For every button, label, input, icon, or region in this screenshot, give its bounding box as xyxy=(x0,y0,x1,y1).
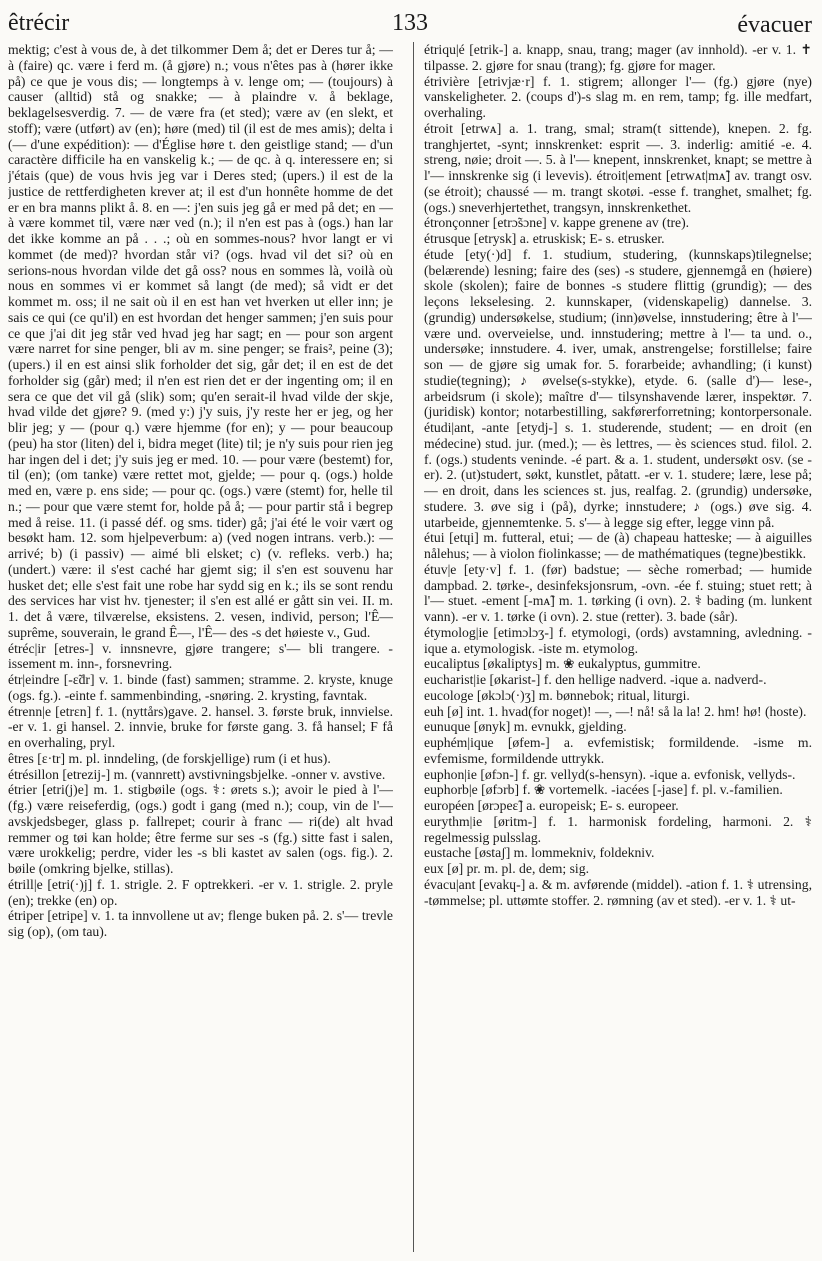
page-number: 133 xyxy=(392,10,428,36)
dictionary-entry: eustache [østaʃ] m. lommekniv, foldekniv. xyxy=(424,845,655,861)
dictionary-entry: eucaliptus [økaliptys] m. ❀ eukalyptus, gummitre. xyxy=(424,656,701,672)
dictionary-entry: étuv|e [ety·v] f. 1. (før) badstue; — sèche romerbad; — humide dampbad. 2. tørke-, desinfeksjonsrum, -ovn. -ée f. stuing; stuet rett; à l'— stuet. -ement [-mᴀ̃] m. 1. tørking (i ovn). 2. ⚕ bading (m. lunkent vann). -er v. 1. tørke (i ovn). 2. stue (retter). 3. bade (sår). xyxy=(424,561,812,624)
dictionary-entry: euphorb|e [øfɔrb] f. ❀ vortemelk. -iacées [-jase] f. pl. v.-familien. xyxy=(424,782,783,798)
dictionary-entry: étréc|ir [etres-] v. innsnevre, gjøre trangere; s'— bli trangere. -issement m. inn-, forsnevring. xyxy=(8,640,393,672)
dictionary-entry: étriqu|é [etrik-] a. knapp, snau, trang; mager (av innhold). -er v. 1. ✝ tilpasse. 2. gjøre for snau (trang); fg. gjøre for mager. xyxy=(424,42,812,73)
dictionary-entry: étude [ety(·)d] f. 1. studium, studering, (kunnskaps)tilegnelse; (belærende) lesning; faire des (ses) -s studere, gjennemgå en (høiere) skole (skolen); faire de bonnes -s studere flittig (grundig); — des leçons lekselesing. 2. kunnskaper, (videnskapelig) dannelse. 3. (grundig) undersøkelse, studium; (inn)øvelse, innstudering; être à l'— være und. overveielse, und. innstudering; mettre à l'— ta und. o., undersøke; innstudere. 4. iver, umak, anstrengelse; forstillelse; faire son — de gjøre sig umak for. 5. forarbeide; avhandling; (i kunst) studie(tegning); ♪ øvelse(s-stykke), etyde. 6. (salle d')— lese-, arbeidsrum (i skole); maître d'— tilsynshavende lærer, inspektør. 7. (juridisk) kontor; notarbestilling, sakførerforretning; kontorpersonale. étudi|ant, -ante [etydj-] s. 1. studerende, student; — en droit (en médecine) stud. jur. (med.); — ès lettres, — ès sciences stud. filol. 2. f. (ogs.) students veninde. -é part. & a. 1. student, undersøkt osv. (se -er). 2. (ut)studert, søkt, kunstlet, påtatt. -er v. 1. studere; lære, lese på; — en droit, dans les sciences st. jus, realfag. 2. (grundig) undersøke, studere. 3. øve sig i (på), dyrke; innstudere; ♪ (ogs.) øve sig. 4. utarbeide, gjennemtenke. 5. s'— à legge sig efter, legge vinn på. xyxy=(424,246,812,530)
dictionary-entry: étrenn|e [etrɛn] f. 1. (nyttårs)gave. 2. hansel. 3. første bruk, innvielse. -er v. 1. gi hansel. 2. innvie, bruke for første gang. 3. få hansel; F få en overhaling, pryl. xyxy=(8,703,393,750)
dictionary-entry: étrésillon [etrezij-] m. (vannrett) avstivningsbjelke. -onner v. avstive. xyxy=(8,766,386,782)
dictionary-entry: étrusque [etrysk] a. etruskisk; E- s. etrusker. xyxy=(424,231,665,246)
dictionary-entry: étui [etɥi] m. futteral, etui; — de (à) chapeau hatteske; — à aiguilles nålehus; — à violon fiolinkasse; — de mathématiques (tegne)bestikk. xyxy=(424,530,812,561)
header-right-guide-word: évacuer xyxy=(737,12,812,38)
right-column xyxy=(424,42,812,1257)
header-left-guide-word: êtrécir xyxy=(8,10,70,36)
dictionary-entry: mektig; c'est à vous de, à det tilkommer Dem å; det er Deres tur å; — à (faire) qc. være i ferd m. (å gjøre) n.; vous n'êtes pas à (hører ikke på) ce que je vous dis; — longtemps à v. lenge om; — (toujours) à causer (alltid) stå og snakke; — à plaindre v. å beklage, beklagelsesverdig. 7. — de være fra (et sted); være av (en slekt, et stoff); være (utført) av (en); høre (med) til (il est de mes amis); delta i (— d'une expédition): — d'Église høre t. den geistlige stand; — d'un caractère difficile ha en vanskelig k.; — de qc. à q. interessere en; si j'étais (que) de vous hvis jeg var i Deres sted; (upers.) il est de la justice de rettferdigheten krever at; il est d'un honnête homme de det er en bra manns plikt å. 8. en —: j'en suis jeg gå er med på det; en — à være kommet til, være nær ved (n.); il n'en est pas à (ogs.) han lar det ikke komme an på . . .; où en sommes-nous? hvor langt er vi kommet (de med)? hvordan står vi? (ogs. hvad vil det si? où en serions-nous hvordan vilde det gå oss? nous en sommes là, voilà où nous en sommes vi er kommet så langt (de med); så vidt er det kommet m. oss; il ne sait où il en est han vet hverken ut eller inn; je sais ce qui (ce qu'il) en est hvordan det henger sammen; j'en suis pour ce que j'ai dit jeg står ved hvad jeg har sagt; en — pour son argent være narret for sine penger, bli av m. sine penger; se frais², peine (3); (upers.) il en est ainsi slik forholder det sig, går det; il en est de det forholder sig (går) med; il n'en est rien det er der ingenting om; il en sera ce que det vil gå (slik) som; qu'en serait-il hvad vilde der skje, hvad vilde det gjøre? 9. (med y:) j'y suis, j'y reste her er jeg, og her blir jeg; y — (pour q.) være hjemme (for en); y — pour beaucoup (peu) ha stor (liten) del i, bidra meget (lite) til; je n'y suis pour rien jeg har ingen del i det; j'y suis jeg er med. 10. — pour være (bestemt) for, til (en); (om tanke) være rettet mot, gjelde; — pour q. (ogs.) holde med en, være p. ens side; — pour qc. (ogs.) være (stemt) for, helle til n.; — pour que være stemt for, holde på å; — pour partir stå i begrep med å reise. 11. (i passé déf. og sms. tider) gå; j'ai été le voir vært og besøkt ham. 12. som hjelpeverbum: a) (ved nogen intrans. verb.): — arrivé; b) (i passiv) — aimé bli elsket; c) (v. refleks. verb.) ha; (undert.) være: il s'est caché har gjemt sig; il s'en est souvenu har husket det; elle s'est fait une robe har sydd sig en k.; ils se sont rendu des services har vist hv. tjenester; il s'en est allé er gått sin vei. II. m. 1. det å være, tilværelse, eksistens. 2. vesen, individ, person; l'Ê— suprême, souverain, le grand Ê—, l'Ê— des -s det høieste v., Gud. xyxy=(8,42,393,640)
column-divider xyxy=(413,42,414,1252)
dictionary-entry: étronçonner [etrɔ̃sɔne] v. kappe grenene av (tre). xyxy=(424,215,690,231)
dictionary-entry: étrill|e [etri(·)j] f. 1. strigle. 2. F optrekkeri. -er v. 1. strigle. 2. pryle (en); trekke (en) op. xyxy=(8,876,393,908)
dictionary-entry: étr|eindre [-ɛ̃dr] v. 1. binde (fast) sammen; stramme. 2. kryste, knuge (ogs. fg.). -einte f. sammenbinding, -snøring. 2. krysting, favntak. xyxy=(8,672,393,703)
dictionary-entry: évacu|ant [evakɥ-] a. & m. avførende (middel). -ation f. 1. ⚕ utrensing, -tømmelse; pl. uttømte stoffer. 2. rømning (av et sted). -er v. 1. ⚕ ut- xyxy=(424,876,812,908)
dictionary-entry: étrier [etri(j)e] m. 1. stigbøile (ogs. ⚕: ørets s.); avoir le pied à l'— (fg.) være reiseferdig, (ogs.) godt i gang (med n.); coup, vin de l'— avskjedsbeger, glass p. fallrepet; courir à franc — ri(de) alt hvad remmer og tøi kan holde; être ferme sur ses -s (fg.) sitte fast i salen, være urokkelig; perdre, vider les -s bli kastet av salen (ogs. fig.). 2. bøile (omkring bjelke, stillas). xyxy=(8,782,393,876)
dictionary-entry: étriper [etripe] v. 1. ta innvollene ut av; flenge buken på. 2. s'— trevle sig (op), (om tau). xyxy=(8,908,393,939)
dictionary-entry: étroit [etrwᴀ] a. 1. trang, smal; stram(t sittende), knepen. 2. fg. tranghjertet, -synt; innskrenket: esprit —. 3. inderlig: amitié -e. 4. streng, nøie; droit —. 5. à l'— knepent, innskrenket, knapt; se mettre à l'— innskrenke sig (i levevis). étroit|ement [etrwᴀt|mᴀ̃] av. trangt osv. (se étroit); chaussé — m. trangt skotøi. -esse f. tranghet, smalhet; fg. (ogs.) sneverhjertethet, trangsyn, innskrenkethet. xyxy=(424,120,812,215)
dictionary-entry: eux [ø] pr. m. pl. de, dem; sig. xyxy=(424,861,589,876)
dictionary-entry: euphon|ie [øfɔn-] f. gr. vellyd(s-hensyn). -ique a. evfonisk, vellyds-. xyxy=(424,766,796,782)
dictionary-entry: eucharist|ie [økarist-] f. den hellige nadverd. -ique a. nadverd-. xyxy=(424,672,767,687)
left-column xyxy=(8,42,393,1257)
dictionary-entry: eurythm|ie [øritm-] f. 1. harmonisk fordeling, harmoni. 2. ⚕ regelmessig pulsslag. xyxy=(424,813,812,845)
dictionary-entry: européen [ørɔpeɛ̃] a. europeisk; E- s. europeer. xyxy=(424,798,679,813)
dictionary-entry: eunuque [ønyk] m. evnukk, gjelding. xyxy=(424,719,627,735)
page-header xyxy=(8,6,812,40)
dictionary-entry: êtres [ɛ·tr] m. pl. inndeling, (de forskjellige) rum (i et hus). xyxy=(8,750,331,766)
dictionary-entry: étymolog|ie [etimɔlɔʒ-] f. etymologi, (ords) avstamning, avledning. -ique a. etymologisk. -iste m. etymolog. xyxy=(424,624,812,656)
dictionary-entry: eucologe [økɔlɔ(·)ʒ] m. bønnebok; ritual, liturgi. xyxy=(424,687,690,703)
dictionary-entry: euphém|ique [øfem-] a. evfemistisk; formildende. -isme m. evfemisme, formildende uttrykk. xyxy=(424,735,812,766)
dictionary-entry: étrivière [etrivjæ·r] f. 1. stigrem; allonger l'— (fg.) gjøre (nye) vanskeligheter. 2. (coups d')-s slag m. en rem, tamp; fg. ille medfart, overhaling. xyxy=(424,73,812,120)
dictionary-entry: euh [ø] int. 1. hvad(for noget)! —, —! nå! så la la! 2. hm! hø! (hoste). xyxy=(424,703,807,719)
